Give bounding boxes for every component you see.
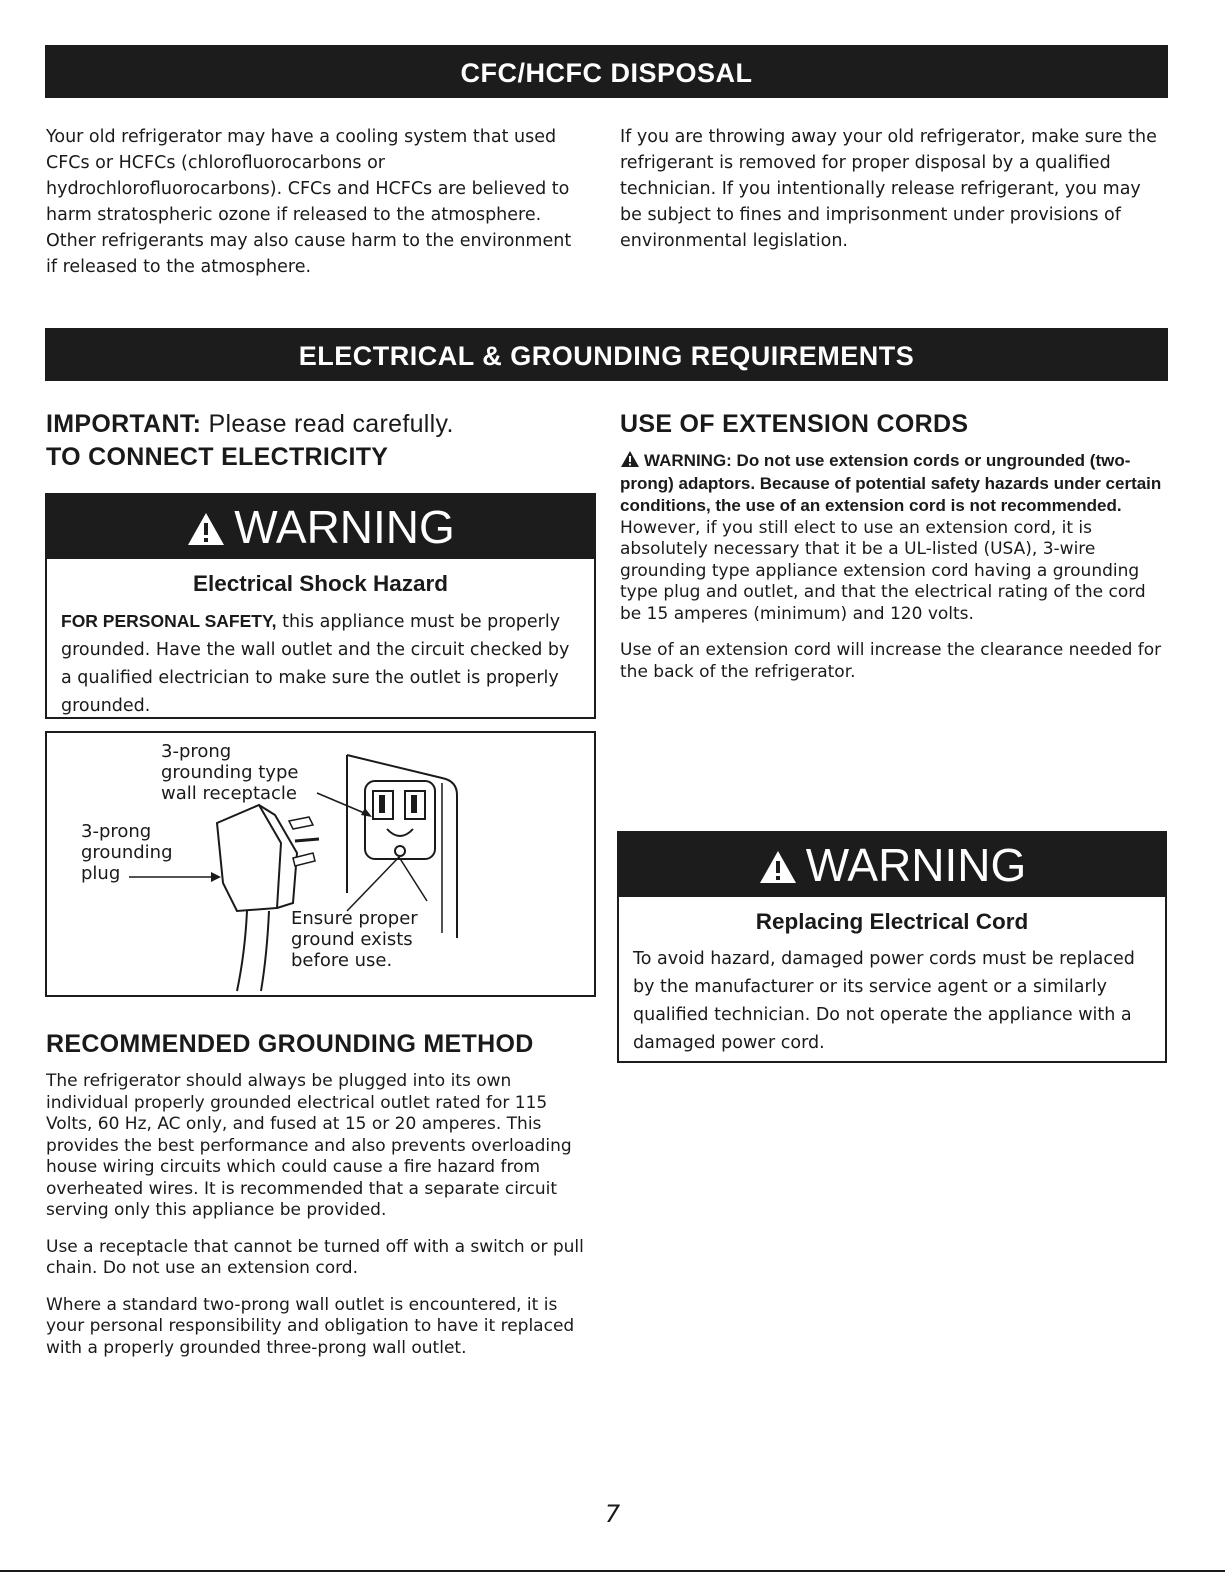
grounding-method-body xyxy=(46,1071,591,1374)
warning-box-electrical-shock xyxy=(45,493,596,719)
electrical-grounding-header: ELECTRICAL & GROUNDING REQUIREMENTS xyxy=(45,328,1168,381)
warning-box-replacing-cord xyxy=(617,831,1167,1063)
warning-subtitle: Replacing Electrical Cord xyxy=(755,909,1029,934)
warning-text xyxy=(47,607,594,720)
warning-banner xyxy=(617,833,1167,897)
grounding-paragraph-2: Use a receptacle that cannot be turned off with a switch or pull chain. Do not use an extension cord. xyxy=(46,1236,584,1278)
warning-text: To avoid hazard, damaged power cords must be replaced by the manufacturer or its service agent or a similarly qualified technician. Do not operate the appliance with a damaged power cord. xyxy=(633,949,1135,1053)
plug-label: 3-prong grounding plug xyxy=(81,821,173,884)
warning-triangle-icon xyxy=(758,849,798,885)
cfc-disposal-header: CFC/HCFC DISPOSAL xyxy=(45,45,1168,98)
receptacle-label: 3-prong grounding type wall receptacle xyxy=(161,741,299,804)
grounding-paragraph-1: The refrigerator should always be plugged into its own individual properly grounded electrical outlet rated for 115 Volts, 60 Hz, AC only, and fused at 15 or 20 amperes. This provides the best performance and also prevents overloading house wiring circuits which could cause a fire hazard from overheated wires. It is recommended that a separate circuit serving only this appliance be provided. xyxy=(46,1071,572,1220)
grounding-paragraph-3: Where a standard two-prong wall outlet is encountered, it is your personal responsibility and obligation to have it replaced with a properly grounded three-prong wall outlet. xyxy=(46,1294,575,1358)
extension-paragraph-2: Use of an extension cord will increase the clearance needed for the back of the refrigerator. xyxy=(620,640,1162,682)
warning-label: WARNING xyxy=(234,501,455,553)
warning-bold-lead: FOR PERSONAL SAFETY, xyxy=(61,611,277,631)
extension-warning-text: However, if you still elect to use an extension cord, it is absolutely necessary that it be a UL-listed (USA), 3-wire grounding type appliance extension cord having a grounding type plug and outlet, and that the electrical rating of the cord be 15 amperes (minimum) and 120 volts. xyxy=(620,517,1146,624)
important-notice xyxy=(46,410,454,439)
grounding-diagram-box xyxy=(45,731,596,997)
warning-label: WARNING xyxy=(805,839,1027,891)
cfc-left-paragraph: Your old refrigerator may have a cooling system that used CFCs or HCFCs (chlorofluorocarbons or hydrochlorofluorocarbons). CFCs and HCFCs are believed to harm stratospheric ozone if released to the atmosphere. Other refrigerants may also cause harm to the environment if released to the atmosphere. xyxy=(46,127,572,277)
extension-warning-bold: WARNING: Do not use extension cords or ungrounded (two-prong) adaptors. Because of potential safety hazards under certain conditions, the use of an extension cord is not recommended. xyxy=(620,451,1162,515)
ensure-label: Ensure proper ground exists before use. xyxy=(291,908,418,971)
warning-triangle-icon xyxy=(186,511,226,547)
extension-warning-paragraph xyxy=(620,450,1168,625)
extension-cords-body xyxy=(620,450,1168,698)
important-label: IMPORTANT: xyxy=(46,410,202,438)
warning-subtitle: Electrical Shock Hazard xyxy=(192,571,449,596)
extension-cords-heading: USE OF EXTENSION CORDS xyxy=(620,410,969,438)
warning-triangle-icon xyxy=(620,450,640,468)
bottom-rule xyxy=(0,1570,1225,1572)
connect-electricity-heading: TO CONNECT ELECTRICITY xyxy=(46,443,389,471)
important-text: Please read carefully. xyxy=(201,410,454,438)
warning-body: this appliance must be properly grounded. Have the wall outlet and the circuit checked by a qualified electrician to make sure the outlet is properly grounded. xyxy=(61,612,570,716)
cfc-right-paragraph: If you are throwing away your old refrigerator, make sure the refrigerant is removed for proper disposal by a qualified technician. If you intentionally release refrigerant, you may be subject to fines and imprisonment under provisions of environmental legislation. xyxy=(620,127,1157,251)
grounding-method-heading: RECOMMENDED GROUNDING METHOD xyxy=(46,1030,534,1058)
warning-banner xyxy=(45,495,596,559)
page-number: 7 xyxy=(604,1500,621,1528)
